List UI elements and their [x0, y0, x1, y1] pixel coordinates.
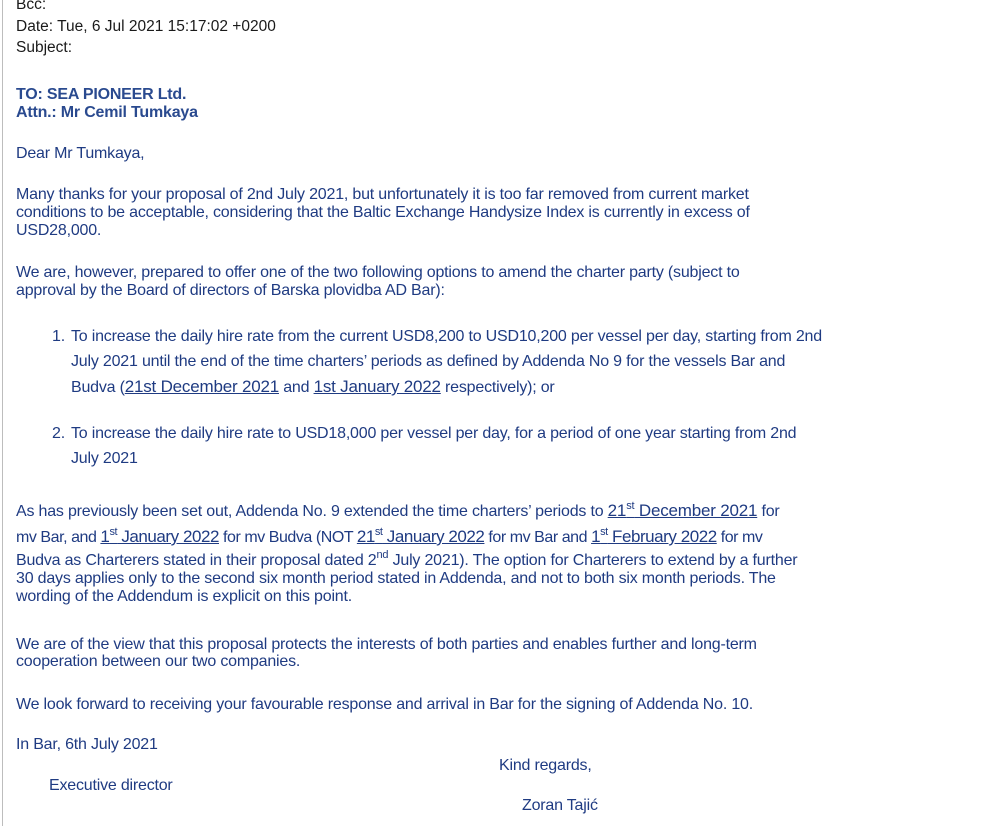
- para1-line: Many thanks for your proposal of 2nd July 2021, but unfortunately it is too far removed from current market: [16, 186, 749, 203]
- para1-line: USD28,000.: [16, 222, 102, 239]
- date-link: 21st December 2021: [124, 377, 279, 396]
- para3-line: Budva as Charterers stated in their proposal dated 2nd July 2021). The option for Charterers to extend by a further: [16, 549, 798, 569]
- option-number: 1.: [52, 328, 65, 345]
- signer-title: Executive director: [49, 777, 173, 794]
- option-line: [71, 377, 555, 397]
- para3-line: mv Bar, and 1st January 2022 for mv Budva (NOT 21st January 2022 for mv Bar and 1st February 2022 for mv: [16, 526, 763, 546]
- subject-line: Subject:: [16, 39, 73, 56]
- date-link: 1st January 2022: [313, 377, 441, 396]
- option-line: To increase the daily hire rate from the current USD8,200 to USD10,200 per vessel per day, starting from 2nd: [71, 328, 822, 345]
- text: Budva (: [71, 379, 125, 396]
- text: for: [757, 503, 780, 520]
- date-underlined: 21st January 2022: [356, 526, 485, 546]
- date-line: Date: Tue, 6 Jul 2021 15:17:02 +0200: [16, 18, 276, 35]
- recipient-attn: Attn.: Mr Cemil Tumkaya: [16, 104, 198, 121]
- para3-line: wording of the Addendum is explicit on this point.: [16, 588, 352, 605]
- left-border: [2, 0, 3, 826]
- para3-line: [16, 501, 780, 521]
- bcc-line: Bcc:: [16, 0, 47, 13]
- text: respectively); or: [440, 379, 555, 396]
- para3-line: 30 days applies only to the second six month period stated in Addenda, and not to both six month periods. The: [16, 570, 776, 587]
- para4-line: cooperation between our two companies.: [16, 653, 301, 670]
- para4-line: We are of the view that this proposal protects the interests of both parties and enables further and long-term: [16, 636, 757, 653]
- option-line: July 2021: [71, 450, 138, 467]
- text: and: [278, 379, 314, 396]
- recipient-to: TO: SEA PIONEER Ltd.: [16, 86, 187, 103]
- date-underlined: 1st February 2022: [591, 526, 717, 546]
- para1-line: conditions to be acceptable, considering that the Baltic Exchange Handysize Index is currently in excess of: [16, 204, 750, 221]
- option-line: To increase the daily hire rate to USD18,000 per vessel per day, for a period of one year starting from 2nd: [71, 425, 797, 442]
- kind-regards: Kind regards,: [499, 757, 592, 774]
- option-number: 2.: [52, 425, 65, 442]
- signer-name: Zoran Tajić: [522, 797, 598, 814]
- date-underlined: 21st December 2021: [607, 500, 758, 520]
- para5: We look forward to receiving your favourable response and arrival in Bar for the signing of Addenda No. 10.: [16, 696, 753, 713]
- para2-line: We are, however, prepared to offer one of the two following options to amend the charter party (subject to: [16, 264, 740, 281]
- place-date: In Bar, 6th July 2021: [16, 736, 158, 753]
- option-line: July 2021 until the end of the time charters’ periods as defined by Addenda No 9 for the vessels Bar and: [71, 353, 786, 370]
- text: As has previously been set out, Addenda No. 9 extended the time charters’ periods to: [16, 503, 608, 520]
- date-underlined: 1st January 2022: [100, 526, 219, 546]
- para2-line: approval by the Board of directors of Barska plovidba AD Bar):: [16, 282, 445, 299]
- greeting: Dear Mr Tumkaya,: [16, 145, 145, 162]
